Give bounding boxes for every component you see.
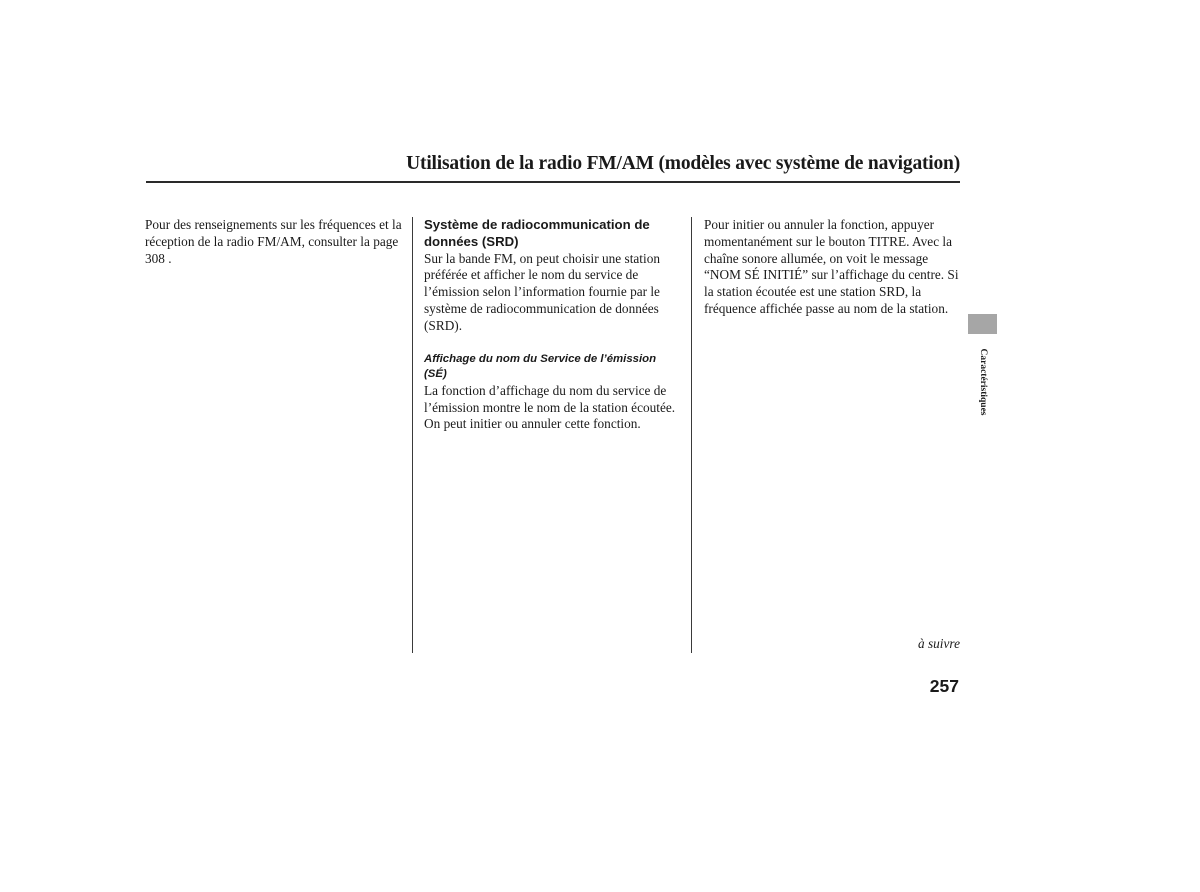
section-tab-marker [968,314,997,334]
middle-column [424,217,682,433]
section-tab-label: Caractéristiques [978,348,988,416]
section-text-srd: Sur la bande FM, on peut choisir une station préférée et afficher le nom du service de l’émission selon l’information fournie par le système de radiocommunication de données (SRD). [424,250,660,333]
column-divider-1 [412,217,413,653]
right-column [704,217,962,318]
right-paragraph: Pour initier ou annuler la fonction, appuyer momentanément sur le bouton TITRE. Avec la chaîne sonore allumée, on voit le message “NOM SÉ INITIÉ” sur l’affichage du centre. Si la station écoutée est une station SRD, la fréquence affichée passe au nom de la station. [704,217,959,316]
subsection-text-se: La fonction d’affichage du nom du service de l’émission montre le nom de la station écoutée. On peut initier ou annuler cette fonction. [424,382,676,432]
section-heading-srd: Système de radiocommunication de données (SRD) [424,217,650,249]
continued-note: à suivre [918,636,960,651]
page-number: 257 [929,676,959,696]
column-divider-2 [691,217,692,653]
subsection-heading-se: Affichage du nom du Service de l’émission (SÉ) [424,352,657,381]
left-column [145,217,403,267]
page-title: Utilisation de la radio FM/AM (modèles avec système de navigation) [406,153,960,174]
left-paragraph: Pour des renseignements sur les fréquences et la réception de la radio FM/AM, consulter la page 308 . [145,217,402,266]
title-divider [146,181,960,183]
